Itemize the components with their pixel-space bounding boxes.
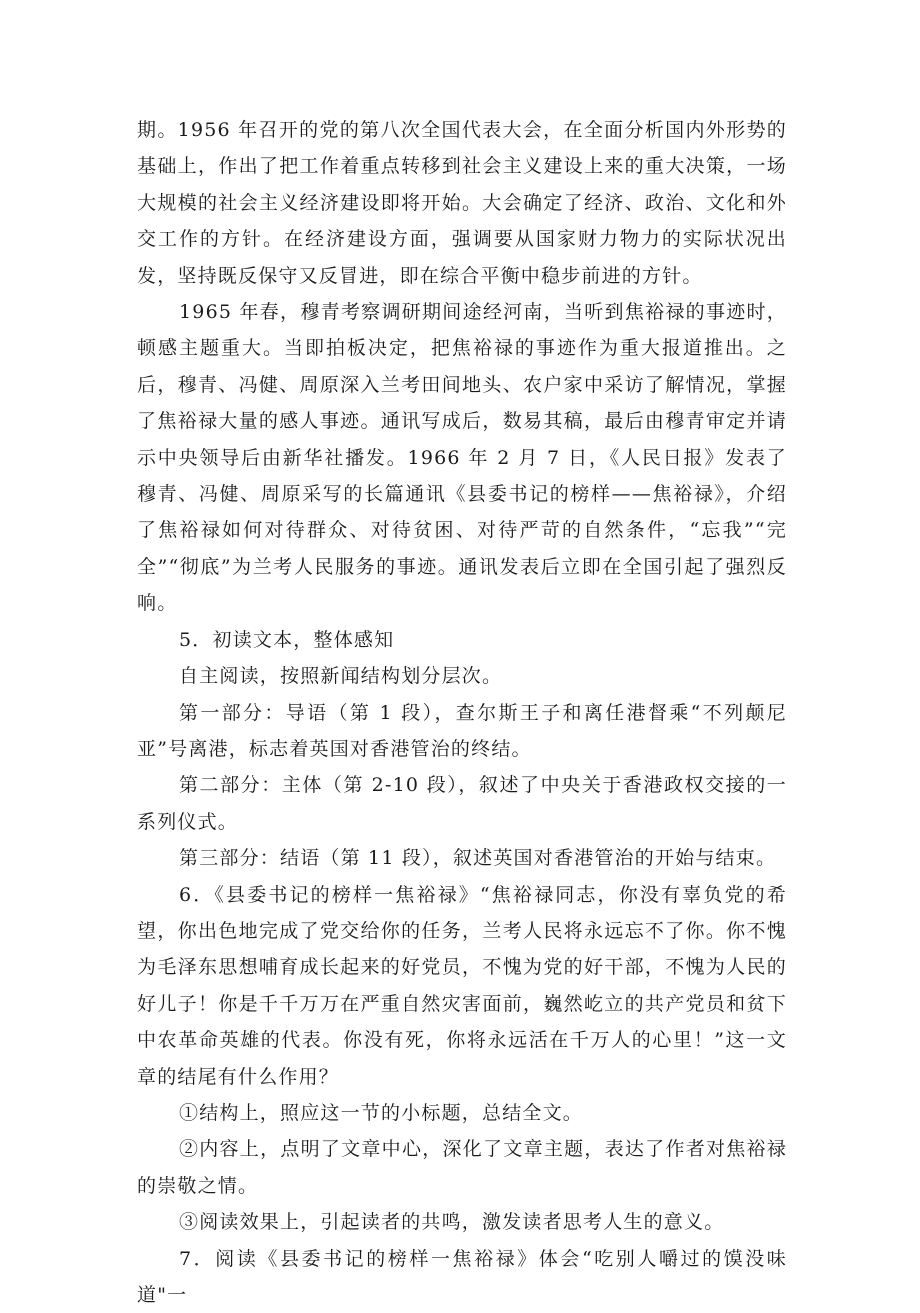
- paragraph-8: 6．《县委书记的榜样一焦裕禄》“焦裕禄同志，你没有辜负党的希望，你出色地完成了党交给你的任务，兰考人民将永远忘不了你。你不愧为毛泽东思想哺育成长起来的好党员，不愧为党的好干部，不愧为人民的好儿子！你是千千万万在严重自然灾害面前，巍然屹立的共产党员和贫下中农革命英雄的代表。你没有死，你将永远活在千万人的心里！”这一文章的结尾有什么作用？: [137, 883, 787, 1088]
- paragraph-9: ①结构上，照应这一节的小标题，总结全文。: [179, 1101, 584, 1124]
- paragraph-1: 期。1956 年召开的党的第八次全国代表大会，在全面分析国内外形势的基础上，作出了把工作着重点转移到社会主义建设上来的重大决策，一场大规模的社会主义经济建设即将开始。大会确定了经济、政治、文化和外交工作的方针。在经济建设方面，强调要从国家财力物力的实际状况出发，坚持既反保守又反冒进，即在综合平衡中稳步前进的方针。: [137, 119, 787, 287]
- paragraph-7: 第三部分：结语（第 11 段），叙述英国对香港管治的开始与结束。: [179, 847, 777, 870]
- paragraph-12: 7．阅读《县委书记的榜样一焦裕禄》体会“吃别人嚼过的馍没味道"一: [137, 1247, 787, 1306]
- paragraph-3: 5．初读文本，整体感知: [179, 628, 395, 651]
- paragraph-4: 自主阅读，按照新闻结构划分层次。: [179, 665, 503, 688]
- document-body: [137, 112, 787, 1313]
- paragraph-10: ②内容上，点明了文章中心，深化了文章主题，表达了作者对焦裕禄的崇敬之情。: [137, 1138, 787, 1197]
- paragraph-2: 1965 年春，穆青考察调研期间途经河南，当听到焦裕禄的事迹时，顿感主题重大。当即拍板决定，把焦裕禄的事迹作为重大报道推出。之后，穆青、冯健、周原深入兰考田间地头、农户家中采访了解情况，掌握了焦裕禄大量的感人事迹。通讯写成后，数易其稿，最后由穆青审定并请示中央领导后由新华社播发。1966 年 2 月 7 日，《人民日报》发表了穆青、冯健、周原采写的长篇通讯《县委书记的榜样——焦裕禄》，介绍了焦裕禄如何对待群众、对待贫困、对待严苛的自然条件，“忘我”“完全”“彻底”为兰考人民服务的事迹。通讯发表后立即在全国引起了强烈反响。: [137, 301, 787, 615]
- paragraph-5: 第一部分：导语（第 1 段），查尔斯王子和离任港督乘“不列颠尼亚”号离港，标志着英国对香港管治的终结。: [137, 701, 787, 760]
- paragraph-11: ③阅读效果上，引起读者的共鸣，激发读者思考人生的意义。: [179, 1211, 725, 1234]
- paragraph-6: 第二部分：主体（第 2-10 段），叙述了中央关于香港政权交接的一系列仪式。: [137, 774, 787, 833]
